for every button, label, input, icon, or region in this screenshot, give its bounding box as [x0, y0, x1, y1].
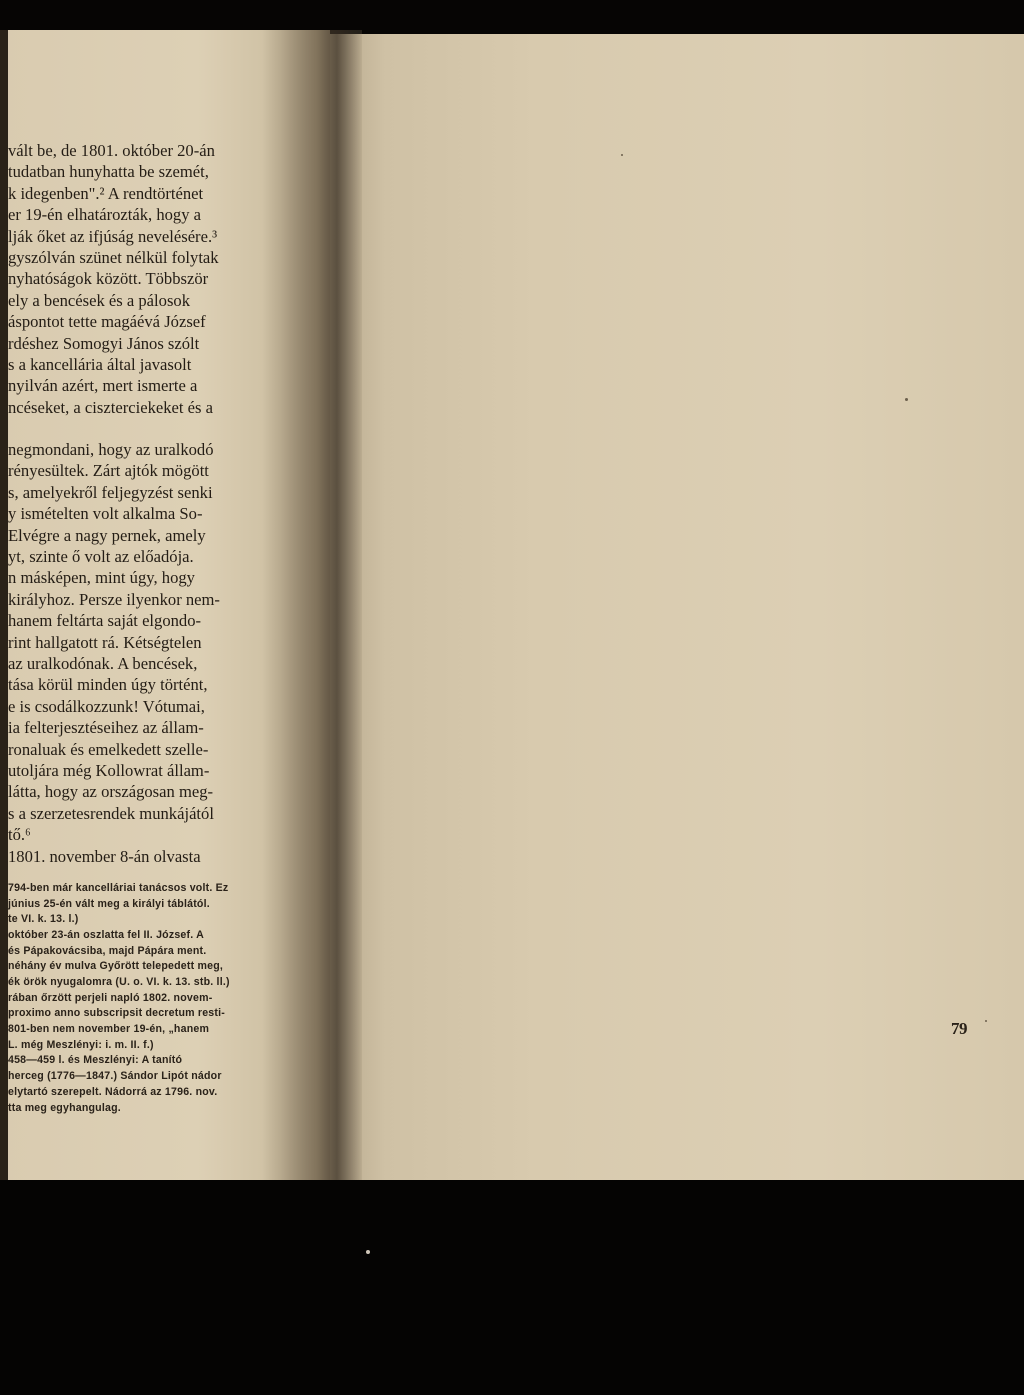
body-text-line: tudatban hunyhatta be szemét, — [8, 162, 209, 182]
body-text-line: k idegenben".² A rendtörténet — [8, 183, 204, 203]
footnote-line: néhány év mulva Győrött telepedett meg, — [8, 960, 224, 973]
paper-speck — [985, 1020, 987, 1022]
paper-speck — [905, 398, 908, 401]
footnote-line: herceg (1776—1847.) Sándor Lipót nádor — [8, 1070, 222, 1083]
body-text-line: negmondani, hogy az uralkodó — [8, 440, 214, 460]
paragraph-gap — [8, 418, 260, 439]
body-paragraph-1 — [8, 140, 260, 418]
right-page-blank — [330, 34, 1024, 1180]
body-text-line: tő.⁶ — [8, 825, 31, 845]
footnote-line: ék örök nyugalomra (U. o. VI. k. 13. stb. ll.) — [8, 976, 230, 989]
footnote-line: tta meg egyhangulag. — [8, 1101, 121, 1114]
body-text-line: tása körül minden úgy történt, — [8, 675, 208, 695]
body-text-line: lják őket az ifjúság nevelésére.³ — [8, 226, 218, 246]
body-text-line: királyhoz. Persze ilyenkor nem- — [8, 589, 220, 609]
book-gutter-shadow — [262, 30, 362, 1182]
body-text-line: n másképen, mint úgy, hogy — [8, 568, 195, 588]
body-text-line: e is csodálkozzunk! Vótumai, — [8, 696, 205, 716]
body-text-line: nyilván azért, mert ismerte a — [8, 376, 198, 396]
footnote-line: 801-ben nem november 19-én, „hanem — [8, 1023, 210, 1036]
footnote-line: 458—459 l. és Meszlényi: A tanító — [8, 1054, 183, 1067]
scan-top-border — [0, 0, 1024, 34]
body-text-line: ely a bencések és a pálosok — [8, 290, 190, 310]
body-text-line: gyszólván szünet nélkül folytak — [8, 247, 219, 267]
footnote-line: te VI. k. 13. l.) — [8, 913, 79, 926]
scan-bottom-border — [0, 1180, 1024, 1395]
body-text-line: 1801. november 8-án olvasta — [8, 846, 201, 866]
body-text-line: rdéshez Somogyi János szólt — [8, 333, 200, 353]
body-paragraph-2 — [8, 439, 260, 867]
body-text-line: utoljára még Kollowrat állam- — [8, 760, 210, 780]
body-text-line: er 19-én elhatározták, hogy a — [8, 205, 202, 225]
body-text-line: az uralkodónak. A bencések, — [8, 653, 198, 673]
footnote-line: június 25-én vált meg a királyi táblától. — [8, 897, 210, 910]
body-text-line: Elvégre a nagy pernek, amely — [8, 525, 206, 545]
page-number: 79 — [951, 1019, 967, 1038]
footnote-line: L. még Meszlényi: i. m. II. f.) — [8, 1038, 154, 1051]
footnote-line: elytartó szerepelt. Nádorrá az 1796. nov. — [8, 1085, 218, 1098]
footnote-line: rában őrzött perjeli napló 1802. novem- — [8, 991, 213, 1004]
body-text-line: áspontot tette magáévá József — [8, 312, 206, 332]
body-text-line: ronaluak és emelkedett szelle- — [8, 739, 209, 759]
footnotes-block — [8, 881, 260, 1116]
body-text-line: ncéseket, a ciszterciekeket és a — [8, 397, 213, 417]
body-text-line: látta, hogy az országosan meg- — [8, 782, 214, 802]
body-text-line: s, amelyekről feljegyzést senki — [8, 482, 213, 502]
body-text-line: s a szerzetesrendek munkájától — [8, 803, 214, 823]
footnote-line: 794-ben már kancelláriai tanácsos volt. Ez — [8, 881, 229, 894]
footnote-line: proximo anno subscripsit decretum resti- — [8, 1007, 225, 1020]
dust-speck — [366, 1250, 370, 1254]
body-text-line: s a kancellária által javasolt — [8, 354, 192, 374]
body-text-line: nyhatóságok között. Többször — [8, 269, 209, 289]
body-text-line: y ismételten volt alkalma So- — [8, 504, 203, 524]
left-page-cut-edge — [0, 30, 8, 1182]
body-text-line: hanem feltárta saját elgondo- — [8, 611, 202, 631]
body-text-line: rint hallgatott rá. Kétségtelen — [8, 632, 202, 652]
body-text-line: vált be, de 1801. október 20-án — [8, 141, 215, 160]
body-text-line: ia felterjesztéseihez az állam- — [8, 718, 204, 738]
paper-speck — [621, 154, 623, 156]
left-page-text-column — [8, 140, 260, 1116]
footnote-line: és Pápakovácsiba, majd Pápára ment. — [8, 944, 207, 957]
body-text-line: yt, szinte ő volt az előadója. — [8, 547, 194, 567]
footnote-line: október 23-án oszlatta fel II. József. A — [8, 928, 204, 941]
body-text-line: rényesültek. Zárt ajtók mögött — [8, 461, 209, 481]
